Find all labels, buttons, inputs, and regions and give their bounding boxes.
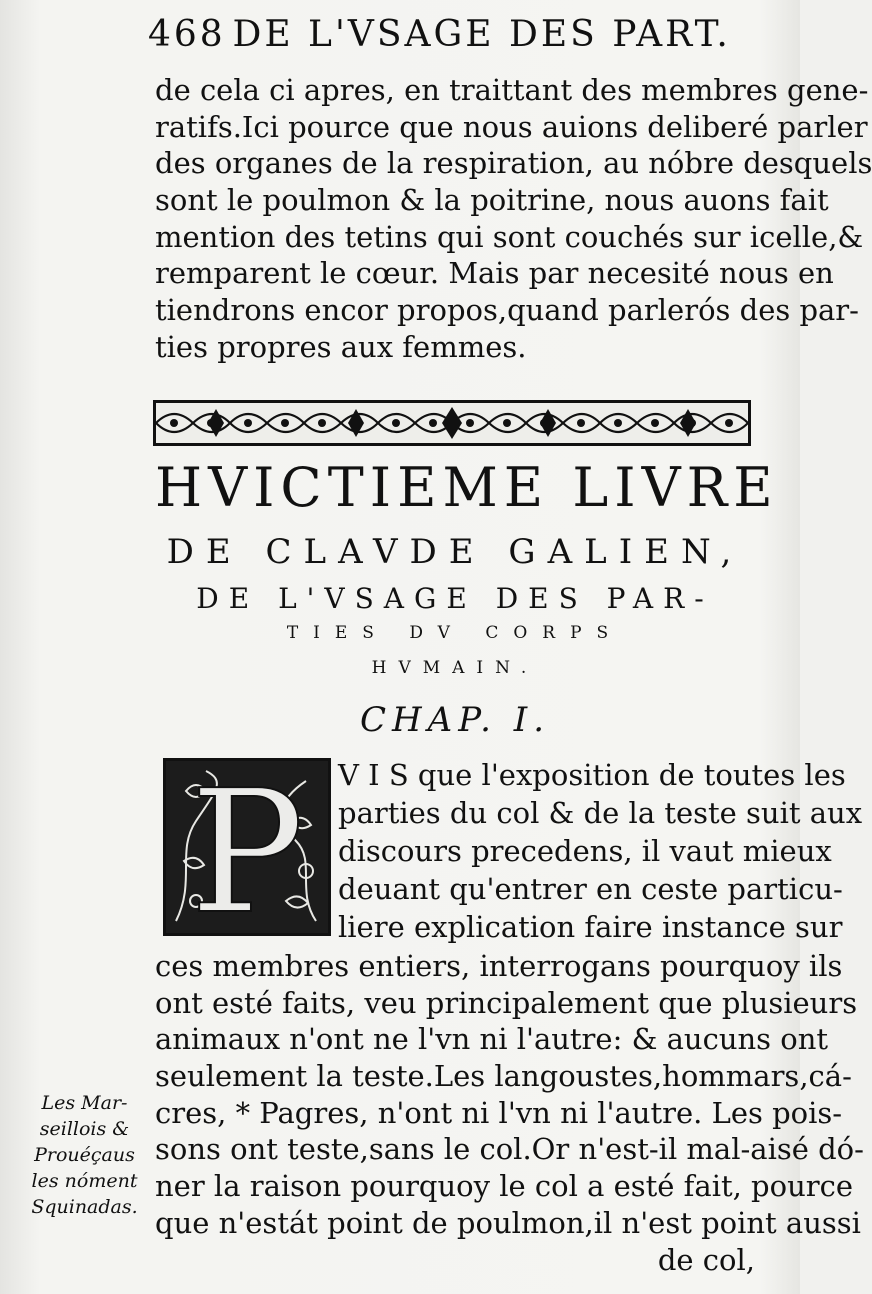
subtitle-line-2: TIES DV CORPS — [286, 623, 624, 643]
margin-note-line: Squinadas. — [31, 1196, 138, 1218]
text-line: deuant qu'entrer en ceste particu- — [338, 872, 843, 906]
decorated-initial — [163, 754, 331, 952]
margin-note-line: les nóment — [31, 1170, 138, 1192]
text-line: sons ont teste,sans le col.Or n'est-il mal-aisé dó- — [155, 1132, 864, 1167]
text-line: discours precedens, il vaut mieux — [338, 834, 832, 868]
headband-ornament-icon — [156, 403, 748, 443]
text-line: liere explication faire instance sur — [338, 910, 843, 944]
text-line: de cela ci apres, en traittant des membres gene- — [155, 73, 869, 107]
marginal-note — [12, 1090, 157, 1220]
text-line: cres, * Pagres, n'ont ni l'vn ni l'autre. Les pois- — [155, 1095, 843, 1130]
floral-initial-icon — [166, 754, 328, 952]
text-line: que n'estát point de poulmon,il n'est point aussi — [155, 1205, 861, 1240]
text-line: ties propres aux femmes. — [155, 329, 527, 364]
book-title: HVICTIEME LIVRE — [155, 456, 779, 519]
dropcap-paragraph — [338, 756, 863, 946]
text-line: V I S que l'exposition de toutes les — [338, 758, 846, 792]
chapter-heading: CHAP. I. — [359, 700, 551, 740]
text-line: seulement la teste.Les langoustes,hommars,cá- — [155, 1059, 852, 1094]
page-number: 468 — [148, 14, 226, 55]
text-line: ont esté faits, veu principalement que plusieurs — [155, 985, 858, 1020]
page-header — [148, 14, 758, 70]
text-line: ces membres entiers, interrogans pourquoy ils — [155, 949, 843, 983]
initial-letter: P — [189, 754, 305, 952]
text-line: sont le poulmon & la poitrine, nous auons fait — [155, 183, 829, 218]
subtitle-line-3: HVMAIN. — [371, 658, 539, 678]
body-paragraph — [155, 948, 864, 1278]
catchword-line: de col, — [657, 1242, 755, 1277]
text-line: animaux n'ont ne l'vn ni l'autre: & aucuns ont — [155, 1022, 829, 1057]
text-line: remparent le cœur. Mais par necesité nous en — [155, 256, 834, 291]
text-line: ratifs.Ici pource que nous auions deliberé parler — [155, 109, 868, 144]
margin-note-line: seillois & — [39, 1118, 130, 1140]
decorative-headband — [153, 400, 751, 446]
text-line: tiendrons encor propos,quand parlerós des par- — [155, 293, 859, 328]
running-title: DE L'VSAGE DES PART. — [232, 14, 731, 55]
text-line: parties du col & de la teste suit aux — [338, 796, 863, 830]
margin-note-line: Prouéçaus — [34, 1144, 135, 1166]
margin-note-line: Les Mar- — [41, 1092, 128, 1114]
intro-paragraph — [155, 72, 872, 366]
subtitle-line-1: DE L'VSAGE DES PAR- — [196, 582, 714, 615]
text-line: des organes de la respiration, au nóbre desquels — [155, 146, 872, 181]
text-line: ner la raison pourquoy le col a esté fait, pource — [155, 1169, 854, 1204]
text-line: mention des tetins qui sont couchés sur icelle,& — [155, 219, 864, 254]
author-title: DE CLAVDE GALIEN, — [166, 532, 744, 572]
